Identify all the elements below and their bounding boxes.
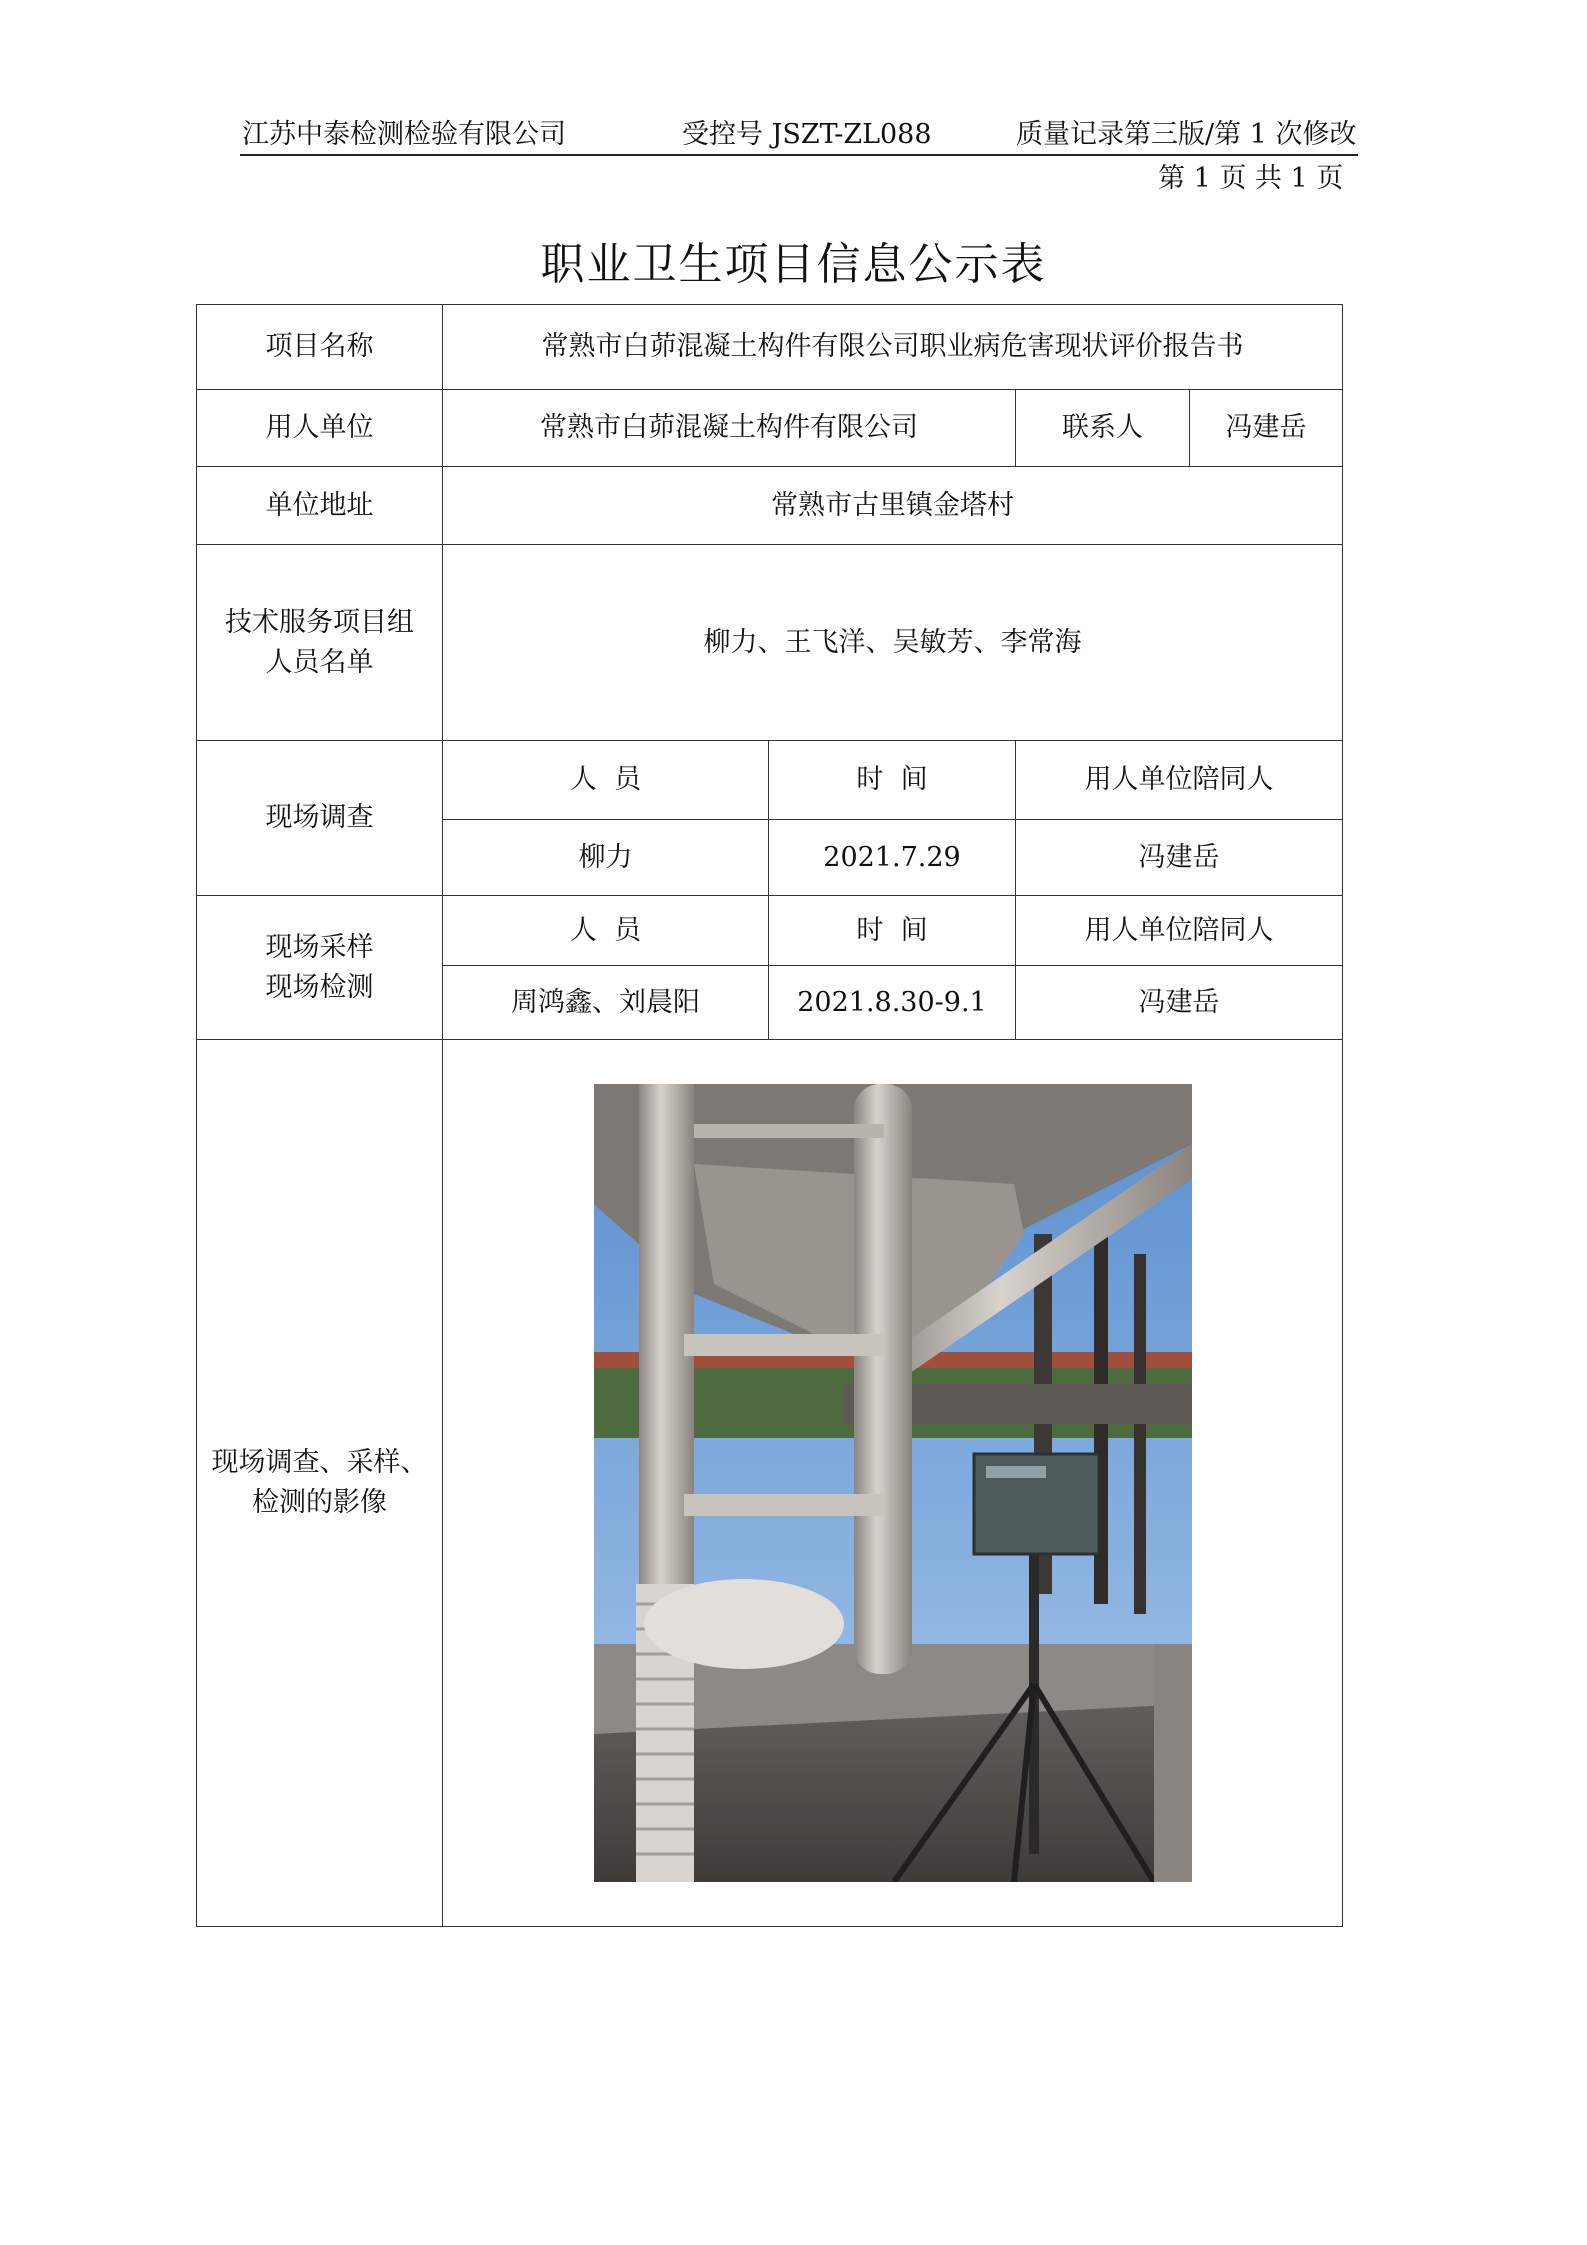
page-title: 职业卫生项目信息公示表	[540, 239, 1047, 290]
row-project-name	[197, 305, 1343, 390]
site-photo-icon	[594, 1084, 1192, 1882]
row-survey-header	[197, 741, 1343, 820]
team-label	[197, 545, 443, 741]
sampling-label-line1: 现场采样	[265, 931, 374, 963]
images-label-line1: 现场调查、采样、	[211, 1447, 428, 1478]
header-company: 江苏中泰检测检验有限公司	[242, 119, 566, 150]
row-team	[197, 545, 1343, 741]
employer-label: 用人单位	[197, 390, 443, 467]
row-address	[197, 467, 1343, 545]
sampling-label	[197, 896, 443, 1040]
row-sampling-header	[197, 896, 1343, 966]
sampling-personnel: 周鸿鑫、刘晨阳	[443, 966, 769, 1040]
row-images	[197, 1040, 1343, 1927]
survey-escort: 冯建岳	[1016, 820, 1343, 896]
address-label: 单位地址	[197, 467, 443, 545]
survey-col-escort: 用人单位陪同人	[1016, 741, 1343, 820]
images-cell	[443, 1040, 1343, 1927]
project-name-label: 项目名称	[197, 305, 443, 390]
team-label-line1: 技术服务项目组	[225, 606, 414, 638]
survey-time: 2021.7.29	[769, 820, 1016, 896]
sampling-escort: 冯建岳	[1016, 966, 1343, 1040]
employer-value: 常熟市白茆混凝土构件有限公司	[443, 390, 1016, 467]
sampling-time: 2021.8.30-9.1	[769, 966, 1016, 1040]
address-value: 常熟市古里镇金塔村	[443, 467, 1343, 545]
team-value: 柳力、王飞洋、吴敏芳、李常海	[443, 545, 1343, 741]
sampling-label-line2: 现场检测	[265, 971, 374, 1003]
info-table	[196, 304, 1343, 1927]
survey-col-time: 时 间	[769, 741, 1016, 820]
images-label	[197, 1040, 443, 1927]
header-control-number: 受控号 JSZT-ZL088	[682, 119, 932, 150]
header-record-version: 质量记录第三版/第 1 次修改	[1016, 119, 1357, 150]
images-label-line2: 检测的影像	[252, 1487, 387, 1518]
sampling-col-escort: 用人单位陪同人	[1016, 896, 1343, 966]
row-employer	[197, 390, 1343, 467]
project-name-value: 常熟市白茆混凝土构件有限公司职业病危害现状评价报告书	[443, 305, 1343, 390]
survey-personnel: 柳力	[443, 820, 769, 896]
sampling-col-personnel: 人 员	[443, 896, 769, 966]
sampling-col-time: 时 间	[769, 896, 1016, 966]
contact-label: 联系人	[1016, 390, 1190, 467]
survey-col-personnel: 人 员	[443, 741, 769, 820]
team-label-line2: 人员名单	[265, 646, 374, 678]
survey-label: 现场调查	[197, 741, 443, 896]
contact-value: 冯建岳	[1190, 390, 1343, 467]
header-page-info: 第 1 页 共 1 页	[1158, 163, 1344, 194]
